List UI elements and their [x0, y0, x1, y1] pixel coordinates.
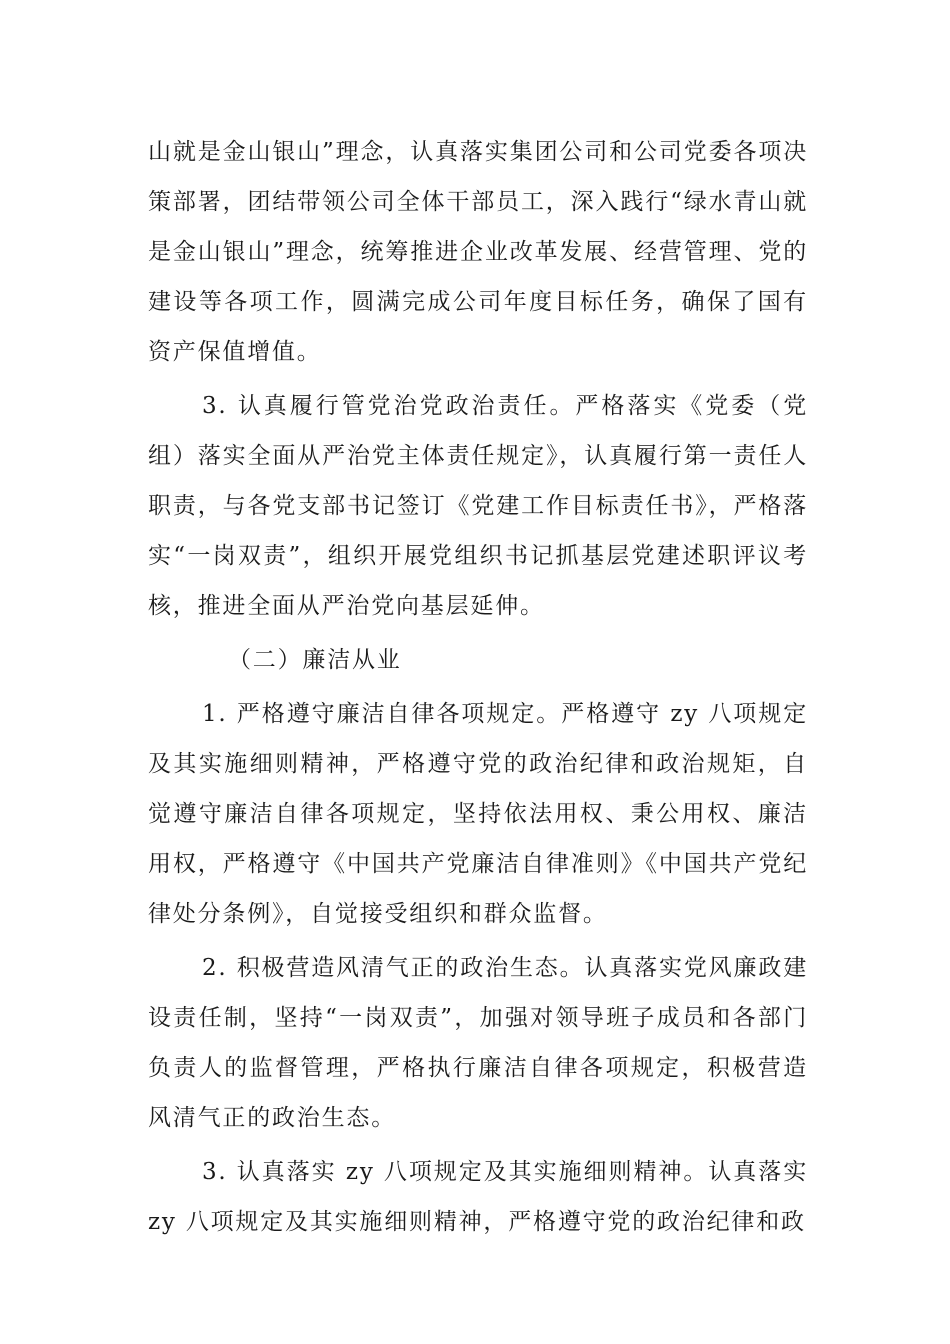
paragraph-continuation: 山就是金山银山”理念，认真落实集团公司和公司党委各项决策部署，团结带领公司全体干部员工，深入践行“绿水青山就是金山银山”理念，统筹推进企业改革发展、经营管理、党的建设等各项工作，圆满完成公司年度目标任务，确保了国有资产保值增值。 — [148, 139, 808, 365]
paragraph-item-3-responsibility: 3. 认真履行管党治党政治责任。严格落实《党委（党组）落实全面从严治党主体责任规定》，认真履行第一责任人职责，与各党支部书记签订《党建工作目标责任书》，严格落实“一岗双责”，组织开展党组织书记抓基层党建述职评议考核，推进全面从严治党向基层延伸。 — [148, 393, 808, 619]
paragraph-item-2-political-ecology: 2. 积极营造风清气正的政治生态。认真落实党风廉政建设责任制，坚持“一岗双责”，加强对领导班子成员和各部门负责人的监督管理，严格执行廉洁自律各项规定，积极营造风清气正的政治生态。 — [148, 955, 808, 1131]
paragraph-item-1-self-discipline: 1. 严格遵守廉洁自律各项规定。严格遵守 zy 八项规定及其实施细则精神，严格遵守党的政治纪律和政治规矩，自觉遵守廉洁自律各项规定，坚持依法用权、秉公用权、廉洁用权，严格遵守《中国共产党廉洁自律准则》《中国共产党纪律处分条例》，自觉接受组织和群众监督。 — [148, 701, 808, 927]
section-heading-integrity: （二）廉洁从业 — [228, 647, 402, 673]
document-body — [148, 127, 808, 1247]
paragraph-item-3-eight-rules: 3. 认真落实 zy 八项规定及其实施细则精神。认真落实 zy 八项规定及其实施细则精神，严格遵守党的政治纪律和政 — [148, 1159, 808, 1235]
